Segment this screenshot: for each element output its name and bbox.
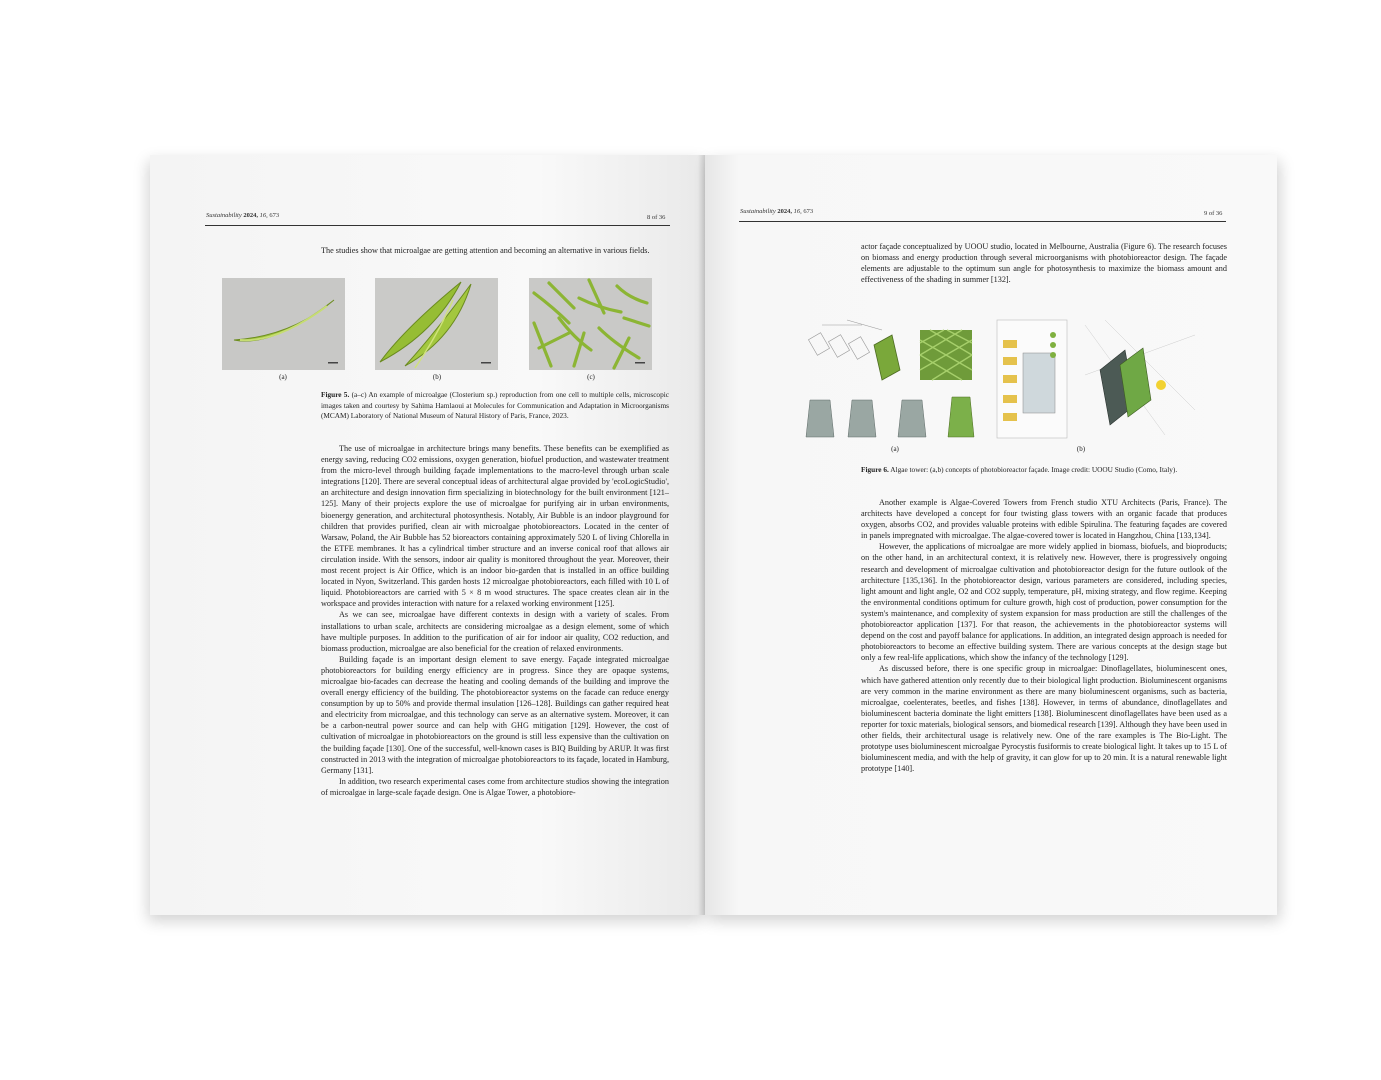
journal-volume: 16, xyxy=(793,208,802,215)
body-paragraph: As we can see, microalgae have different contexts in design with a variety of scales. From installations to urban scale, architects are considering microalgae as a design element, some of which have multiple purposes. In addition to the purification of air for indoor air quality, CO2 reduction, and biomass production, microalgae are also beneficial for the creation of relaxed environments. xyxy=(321,610,669,653)
sublabel-b: (b) xyxy=(432,373,442,381)
right-page-number: 9 of 36 xyxy=(1204,210,1223,217)
body-paragraph: In addition, two research experimental cases come from architecture studios showing the integration of microalgae in large-scale façade design. One is Algae Tower, a photobiore- xyxy=(321,776,669,797)
figure6-label: Figure 6. xyxy=(861,465,889,474)
left-page-number: 8 of 36 xyxy=(647,214,666,221)
journal-year: 2024, xyxy=(243,212,258,219)
journal-volume: 16, xyxy=(259,212,268,219)
right-running-header xyxy=(740,208,813,215)
figure6-caption xyxy=(861,465,1227,476)
journal-article: 673 xyxy=(269,212,280,219)
left-page xyxy=(150,155,705,915)
right-body xyxy=(861,497,1227,774)
journal-name: Sustainability xyxy=(206,212,242,219)
body-paragraph: Building façade is an important design element to save energy. Façade integrated microalgae photobioreactors for building energy efficiency are in progress. Since they are opaque systems, microalgae bio-facades can decrease the heating and cooling demands of the building and improve the overall energy efficiency of the building. The photobioreactor systems on the facade can reduce energy consumption by up to 50% and provide thermal insulation [126–128]. Buildings can gather required heat and electricity from microalgae, and this technology can serve as an alternative system. Moreover, it can be a carbon-neutral power source and can help with GHG mitigation [129]. However, the cost of cultivation of microalgae in photobioreactors on the ground is still less expensive than the cultivation on the building façade [130]. One of the successful, well-known cases is BIQ Building by ARUP. It was first constructed in 2013 with the integration of microalgae photobioreactors to its façade, located in Hamburg, Germany [131]. xyxy=(321,654,669,775)
microscope-image-c xyxy=(529,278,652,370)
left-intro xyxy=(321,245,669,256)
body-paragraph: As discussed before, there is one specific group in microalgae: Dinoflagellates, bioluminescent ones, which have gathered attention only recently due to their biological light production. Bioluminescent organisms are very common in the marine environment as there are many bioluminescent organisms, such as bacteria, microalgae, coelenterates, beetles, and fishes [138]. However, in terms of abundance, dinoflagellates and bioluminescent bacteria dominate the light emitters [138]. Bioluminescent dinoflagellates have been used as a reporter for toxic materials, biological sensors, and biomedical research [139]. Although they have been used in other fields, their architectural usage is relatively new. One of the rare examples is The Bio-Light. The prototype uses bioluminescent microalgae Pyrocystis fusiformis to create biological light. It takes up to 15 L of bioluminescent media, and with the help of gravity, it can glow for up to 20 min. It is a natural renewable light prototype [140]. xyxy=(861,664,1227,774)
magazine-spread xyxy=(150,155,1280,920)
sublabel-a: (a) xyxy=(279,373,287,381)
sublabel-c: (c) xyxy=(587,373,595,381)
body-paragraph: However, the applications of microalgae are more widely applied in biomass, biofuels, and bioproducts; on the other hand, in an architectural context, it is relatively new. However, there is progressively ongoing research and development of microalgae cultivation and photobioreactor design for the future outlook of the architecture [135,136]. In the photobioreactor design, various parameters are considered, including species, light amount and light angle, O2 and CO2 supply, temperature, pH, mixing strategy, and flow regime. Keeping the environmental conditions optimum for culture growth, high cost of production, power consumption for the system's maintenance, and complexity of system expansion for mass production are still the challenges of the photobioreactor application [137]. For that reason, the achievements in the photobioreactor systems will depend on the cost and payoff balance for applications. In addition, an integrated design approach is needed for photobioreactors to become an effective building system. There are various concepts at the design stage but only a few real-life applications, which show the infancy of the technology [129]. xyxy=(861,542,1227,663)
journal-year: 2024, xyxy=(777,208,792,215)
body-paragraph: The use of microalgae in architecture brings many benefits. These benefits can be exemplified as energy saving, reducing CO2 emissions, oxygen generation, biofuel production, and wastewater treatment from the micro-level through building façade implementations to the macro-level through urban scale integrations [120]. There are several conceptual ideas of architectural algae provided by 'ecoLogicStudio', an architecture and design innovation firm specializing in biotechnology for the built environment [121–125]. Many of their projects explore the use of microalgae for purifying air in urban environments, bioenergy generation, and architectural photosynthesis. Notably, Air Bubble is an indoor playground for children that provides purified, clean air with microalgae photobioreactors. Located in the center of Warsaw, Poland, the Air Bubble has 52 bioreactors containing approximately 520 L of living Chlorella in the ETFE membranes. It has a cylindrical timber structure and an inverse conical roof that allows air circulation inside. With the sensors, indoor air quality is monitored throughout the year. Moreover, their most recent project is Air Office, which is an indoor bio-garden that is installed in an office building located in Nyon, Switzerland. This garden hosts 12 microalgae photobioreactors, each filled with 10 L of liquid. Photobioreactors are carried with 5 × 8 m wood structures. The space creates clean air in the workspace and provides interaction with nature for a relaxed working environment [125]. xyxy=(321,444,669,609)
header-rule xyxy=(205,225,670,226)
header-rule xyxy=(739,221,1226,222)
intro-paragraph: actor façade conceptualized by UOOU studio, located in Melbourne, Australia (Figure 6). The research focuses on biomass and energy production through several microorganisms with photobioreactor design. The façade elements are adjustable to the optimum sun angle for photosynthesis to maximize the biomass amount and effectiveness of the shading in summer [132]. xyxy=(861,242,1227,285)
microscope-image-b xyxy=(375,278,498,370)
figure6-text: Algae tower: (a,b) concepts of photobioreactor façade. Image credit: UOOU Studio (Como, Italy). xyxy=(890,465,1178,474)
microscope-image-a xyxy=(222,278,345,370)
algae-tower-concept-a xyxy=(802,315,992,443)
body-paragraph: Another example is Algae-Covered Towers from French studio XTU Architects (Paris, France). The architects have developed a concept for four twisting glass towers with an organic facade that produces oxygen, absorbs CO2, and provides valuable proteins with edible Spirulina. The featuring façades are covered in panels impregnated with microalgae. The algae-covered tower is located in Hangzhou, China [133,134]. xyxy=(861,498,1227,541)
figure5-label: Figure 5. xyxy=(321,390,350,399)
left-body xyxy=(321,443,669,798)
intro-paragraph: The studies show that microalgae are getting attention and becoming an alternative in various fields. xyxy=(321,246,650,255)
right-page xyxy=(705,155,1277,915)
sublabel-a: (a) xyxy=(891,445,899,453)
left-running-header xyxy=(206,212,279,219)
journal-name: Sustainability xyxy=(740,208,776,215)
right-intro xyxy=(861,241,1227,285)
figure5-text: (a–c) An example of microalgae (Closterium sp.) reproduction from one cell to multiple cells, microscopic images taken and courtesy by Sahima Hamlaoui at Molecules for Communication and Adaptation in Microorganisms (MCAM) Laboratory of National Museum of Natural History of Paris, France, 2023. xyxy=(321,390,669,421)
sublabel-b: (b) xyxy=(1076,445,1086,453)
figure5-caption xyxy=(321,390,669,422)
journal-article: 673 xyxy=(803,208,814,215)
algae-tower-concept-b xyxy=(995,315,1220,443)
